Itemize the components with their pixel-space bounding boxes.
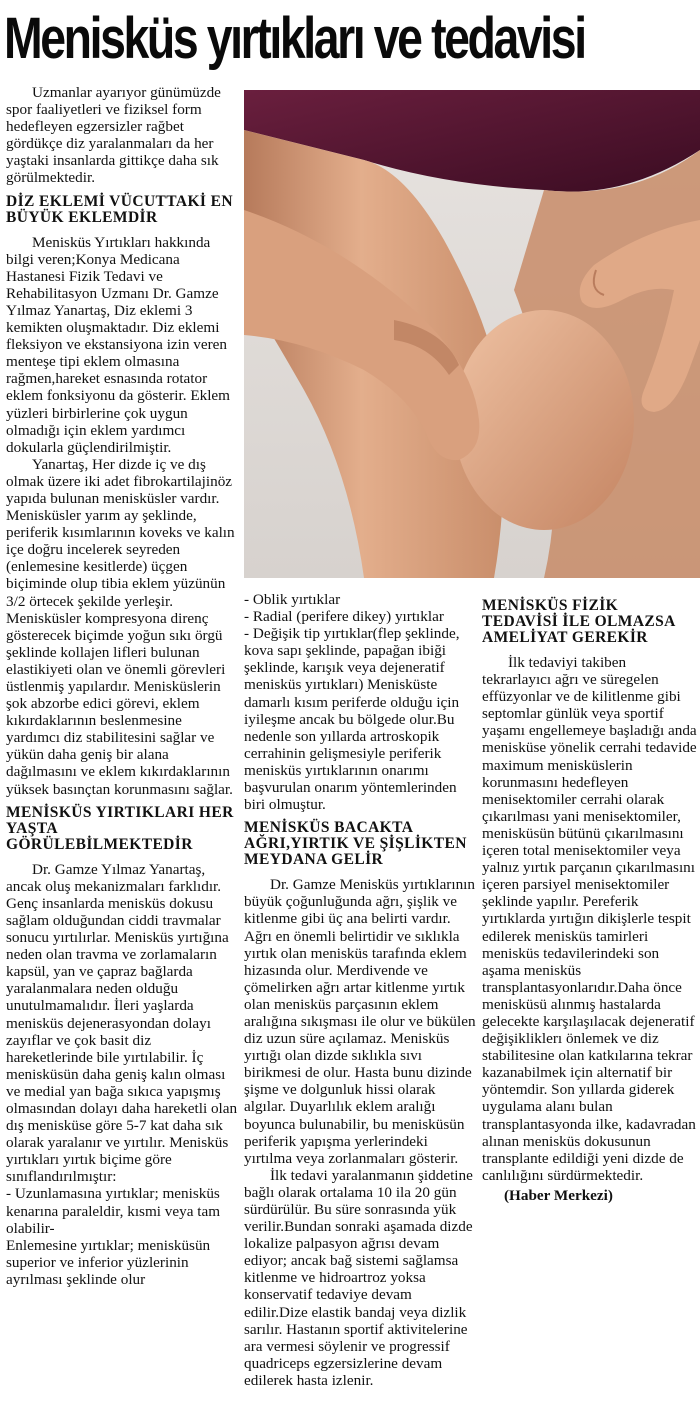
lead-paragraph: Uzmanlar ayarıyor günümüzde spor faaliyetleri ve fiziksel form hedefleyen egzersizler rağbet gördükçe diz yaralanmaları da her yaştaki insanlarda gittikçe daha sık görülmektedir. [6, 84, 221, 187]
list-item: Enlemesine yırtıklar; menisküsün superior ve inferior yüzlerinin ayrılması şeklinde olur [6, 1236, 211, 1288]
column-1 [6, 84, 238, 1288]
knee [454, 310, 634, 530]
knee-photo [244, 90, 700, 578]
list-item: - Uzunlamasına yırtıklar; menisküs kenarına paraleldir, kısmi veya tam olabilir- [6, 1185, 221, 1237]
section-heading-3: MENİSKÜS BACAKTA AĞRI,YIRTIK VE ŞİŞLİKTEN MEYDANA GELİR [244, 819, 467, 869]
paragraph: Dr. Gamze Yılmaz Yanartaş, ancak oluş mekanizmaları farklıdır. Genç insanlarda menisküs dokusu sağlam olduğundan ciddi travmalar sonucu yırtılırlar. Menisküs yırtığına neden olan travma ve zorlamaların kapsül, yan ve çapraz bağlarda yaralanmalara neden olduğu unutulmamalıdır. İleri yaşlarda menisküs dejenerasyondan dolayı zayıflar ve çok basit diz hareketlerinde bile yırtılabilir. İç menisküsün daha geniş kalın olması ve medial yan bağa sıkıca yapışmış olmasından dolayı daha hareketli olan dış menisküse göre 5-7 kat daha sık olarak yaralanır ve yırtılır. Menisküs yırtıkları yırtık biçime göre sınıflandırılmıştır: [6, 860, 238, 1186]
list-item: - Oblik yırtıklar [244, 591, 341, 608]
paragraph: Dr. Gamze Menisküs yırtıklarının büyük çoğunluğunda ağrı, şişlik ve kitlenme gibi üç ana belirti vardır. Ağrı en önemli belirtidir ve sıklıkla yırtık olan menisküs tarafında eklem hizasında olur. Merdivende ve çömelirken ağrı artar kitlenme yırtık olan menisküs parçasının eklem aralığına sıkışması ile olur ve bükülen diz uzun süre açılamaz. Menisküs yırtığı olan dizde sıklıkla sıvı birikmesi de olur. Hasta bunu dizinde şişme ve dolgunluk hissi olarak algılar. Duyarlılık eklem aralığı boyunca bulunabilir, bu menisküsün periferik yapışma yerlerindeki yırtılma veya zorlanmaları gösterir. [244, 876, 476, 1167]
section-heading-2: MENİSKÜS YIRTIKLARI HER YAŞTA GÖRÜLEBİLMEKTEDİR [6, 803, 234, 853]
list-item: - Radial (perifere dikey) yırtıklar [244, 608, 444, 626]
paragraph: İlk tedavi yaralanmanın şiddetine bağlı olarak ortalama 10 ila 20 gün sürdürülür. Bu süre sonrasında yük verilir.Bundan sonraki aşamada dizde lokalize palpasyon ağrısı devam ediyor; ancak bağ sistemi sağlamsa kitlenme ve hidroartroz yoksa konservatif tedaviye devam edilir.Dize elastik bandaj veya dizlik sarılır. Hastanın sportif aktivitelerine ara vermesi söylenir ve progressif quadriceps egzersizlerine devam edilerek hasta izlenir. [244, 1166, 473, 1389]
column-2 [244, 591, 476, 1389]
paragraph: Menisküs Yırtıkları hakkında bilgi veren;Konya Medicana Hastanesi Fizik Tedavi ve Rehabilitasyon Uzmanı Dr. Gamze Yılmaz Yanartaş, Diz eklemi 3 kemikten oluşmaktadır. Diz eklemi fleksiyon ve ekstansiyona izin veren menteşe tipi eklem olmasına rağmen,hareket esnasında rotator eklem fonksiyonu da gösterir. Eklem yüzleri birbirlerine çok uygun olmadığı için eklem yardımcı dokularla güçlendirilmiştir. [6, 233, 230, 456]
section-heading-1: DİZ EKLEMİ VÜCUTTAKİ EN BÜYÜK EKLEMDİR [6, 192, 233, 226]
headline: Menisküs yırtıkları ve tedavisi [4, 6, 585, 71]
credit: (Haber Merkezi) [504, 1186, 613, 1204]
paragraph: Yanartaş, Her dizde iç ve dış olmak üzere iki adet fibrokartilajinöz yapıda bulunan menisküsler vardır. Menisküsler yarım ay şeklinde, periferik kısımlarının koveks ve kalın içe doğru incelerek seyreden (enlemesine kesitlerde) üçgen biçiminde olup tibia eklem yüzünün 3/2 örtecek şekilde yerleşir. Menisküsler kompresyona direnç gösterecek biçimde yoğun sıkı örgü şeklinde kollajen lifleri bulunan elastikiyeti olan ve önemli görevleri üstlenmiş yapılardır. Menisküslerin şok abzorbe edici görevi, eklem kıkırdaklarının beslenmesine yardımcı diz stabilitesini sağlar ve yükün daha geniş bir alana dağılmasını ve eklem kıkırdaklarının yüksek basınçtan korunmasını sağlar. [6, 455, 235, 798]
paragraph: İlk tedaviyi takiben tekrarlayıcı ağrı ve süregelen effüzyonlar ve de kilitlenme gibi septomlar günlük veya sportif yaşamı engellemeye başladığı anda menisküse yönelik cerrahi tedavide maximum menisküslerin korunmasını hedefleyen menisektomiler cerrahi olarak çıkarılması yani menisektomiler, menisküsün bütünü çıkarılmasını içeren total menisektomiler veya yalnız yırtık parçanın çıkarılmasını içeren parsiyel menisektomiler şeklinde yapılır. Pereferik yırtıklarda yırtığın dikişlerle tespit edilerek menisküs tamirleri menisküs tedavilerindeki son aşama menisküs transplantasyonlarıdır.Daha önce menisküsü alınmış hastalarda gelecekte karşılaşılacak dejeneratif değişikliklerı önlemek ve diz stabilitesine olan katkılarına tekrar kazanabilmek için alternatif bir yöntemdir. Son yıllarda giderek uygulama alanı bulan transplantasyonda ilke, kadavradan alınan menisküs dokusunun transplante edildiği yeni dizde de canlılığını sürdürmektedir. [482, 654, 697, 1184]
section-heading-4: MENİSKÜS FİZİK TEDAVİSİ İLE OLMAZSA AMELİYAT GEREKİR [482, 597, 675, 646]
list-item: - Değişik tip yırtıklar(flep şeklinde, kova sapı şeklinde, papağan ibiği şeklinde, karışık veya dejeneratif menisküs yırtıkları) Menisküste damarlı kısım periferde olduğu için iyileşme ancak bu bölgede olur.Bu nedenle son yıllarda artroskopik cerrahinin gelişmesiyle periferik menisküs yırtıklarının onarımı başvurulan onarım yöntemlerinden biri olmuştur. [244, 625, 460, 814]
column-3 [482, 591, 698, 1204]
